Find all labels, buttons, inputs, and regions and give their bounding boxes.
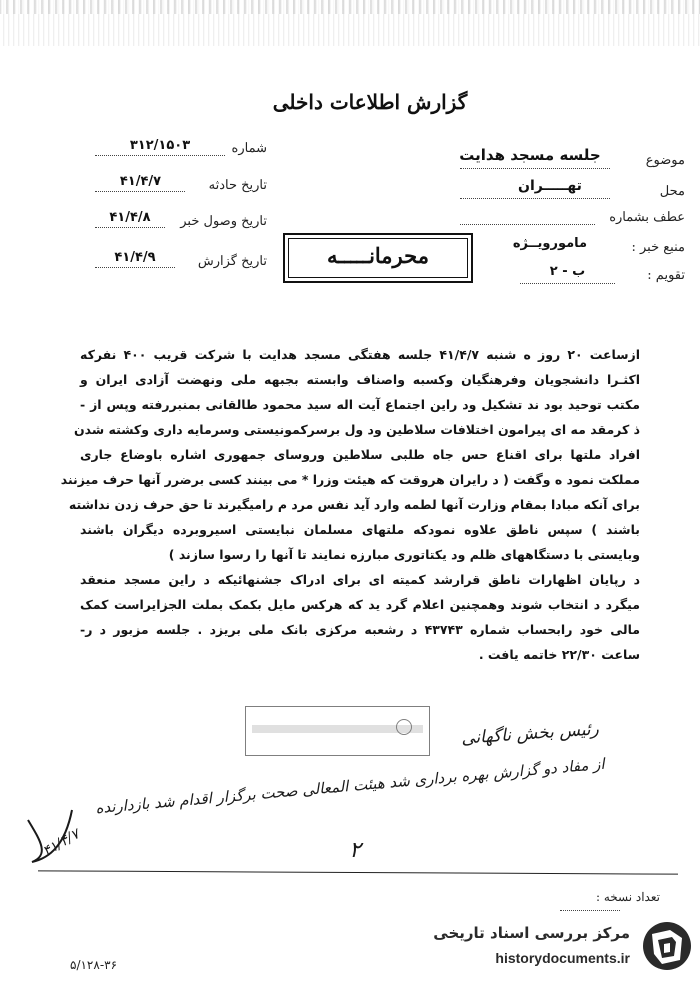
stamp-text: محرمانـــــه	[327, 243, 429, 268]
body-line-9: وبایستی با دستگاههای ظلم ود یکتاتوری مبارزه نمایند تا آنها را رسوا سازند )	[168, 547, 640, 562]
body-line-2: اکثـرا دانشجویان وفرهنگیان وکسبه واصناف وابسته بجبهه ملی ونهضت آزادی ایران و	[80, 372, 640, 387]
copies-label: تعداد نسخه :	[595, 890, 660, 904]
body-line-3: مکتب توحید بود ند تشکیل ود راین اجتماع آیت اله سید محمود طالقانی بمنبررفته وپس از -	[80, 397, 640, 412]
number-dotted-line	[95, 155, 225, 156]
report-date-dotted-line	[95, 267, 175, 268]
body-line-11: میگرد د انتخاب شوند وهمچنین اعلام گرد ید که هرکس مایل بکمک بملت الجزایراست کمک	[80, 597, 640, 612]
margin-date: ۴۱/۴/۷	[40, 826, 83, 860]
body-line-13: ساعت ۲۲/۳۰ خاتمه یافت .	[478, 647, 640, 662]
page-number: ۲	[349, 838, 361, 863]
source-label: منبع خبر :	[631, 240, 685, 255]
classification-stamp	[283, 233, 473, 283]
report-date-label: تاریخ گزارش	[197, 254, 267, 269]
reference-dotted-line	[460, 224, 595, 225]
report-date-value: ۴۱/۴/۹	[114, 250, 156, 265]
receipt-date-dotted-line	[95, 227, 165, 228]
bottom-rule	[38, 870, 678, 874]
archive-logo-icon	[640, 918, 695, 974]
incident-date-label: تاریخ حادثه	[208, 178, 267, 193]
subject-value: جلسه مسجد هدایت	[459, 146, 601, 164]
body-line-1: ازساعت ۲۰ روز ه شنبه ۴۱/۴/۷ جلسه هفتگی مسجد هدایت با شرکت قریب ۴۰۰ نفرکه	[80, 347, 641, 362]
body-line-6: مملکت نمود ه وگفت ( د رایران هروقت که هیئت وزرا * می بینند کسی برضرر آنها حرف میزنند	[60, 472, 640, 487]
document-code: ۵/۱۲۸-۳۶	[70, 958, 118, 972]
place-dotted-line	[460, 198, 610, 199]
rating-label: تقویم :	[647, 268, 685, 283]
watermark-url: historydocuments.ir	[495, 950, 630, 966]
margin-check-mark	[20, 800, 80, 870]
page-title: گزارش اطلاعات داخلی	[272, 90, 468, 114]
body-line-4: ذ کرمقد مه ای پیرامون اختلافات سلاطین ود ول برسرکمونیستی وسرمایه داری وکشته شدن	[74, 422, 640, 437]
rating-dotted-line	[520, 283, 615, 284]
body-line-12: مالی خود رابحساب شماره ۴۳۷۴۳ د رشعبه مرکزی بانک ملی بریزد . جلسه مزبور د ر-	[80, 622, 640, 637]
subject-dotted-line	[460, 168, 610, 169]
incident-date-value: ۴۱/۴/۷	[119, 174, 162, 189]
watermark	[415, 916, 700, 976]
number-value: ۳۱۲/۱۵۰۳	[129, 138, 191, 153]
body-line-8: باشند ) سپس ناطق علاوه نمودکه ملتهای مسلمان نبایستی اسیروبرده دیگران باشند	[80, 522, 640, 537]
faint-stamp-box	[245, 706, 430, 756]
signature: رئیس بخش ناگهانی	[460, 719, 600, 749]
rating-value: ب - ۲	[549, 264, 586, 279]
source-value: مامورویــژه	[512, 236, 588, 251]
body-line-7: برای آنکه مبادا بمقام وزارت آنها لطمه وارد آید نفس مرد م رامیگیرند تا حق حرف زدن نداشته	[68, 497, 640, 512]
scan-noise-top-2	[0, 0, 700, 14]
place-label: محل	[659, 184, 685, 199]
place-value: تهـــــران	[518, 178, 582, 194]
body-line-10: د رپایان اظهارات ناطق قرارشد کمیته ای برای ادراک جشنهائیکه د راین مسجد منعقد	[80, 572, 640, 587]
subject-label: موضوع	[645, 153, 685, 168]
body-line-5: افراد ملتها برای اقناع حس جاه طلبی سلاطین وروسای جمهوری اشاره باوضاع جاری	[80, 447, 640, 462]
number-label: شماره	[231, 141, 267, 156]
reference-label: عطف بشماره	[609, 210, 685, 225]
receipt-date-value: ۴۱/۴/۸	[109, 210, 151, 225]
receipt-date-label: تاریخ وصول خبر	[180, 214, 267, 229]
incident-date-dotted-line	[95, 191, 185, 192]
copies-dotted-line	[560, 910, 620, 911]
handwritten-note: از مفاد دو گزارش بهره برداری شد هیئت المعالی صحت برگزار اقدام شد بازدارنده	[94, 754, 606, 818]
watermark-title: مرکز بررسی اسناد تاریخی	[433, 924, 630, 942]
